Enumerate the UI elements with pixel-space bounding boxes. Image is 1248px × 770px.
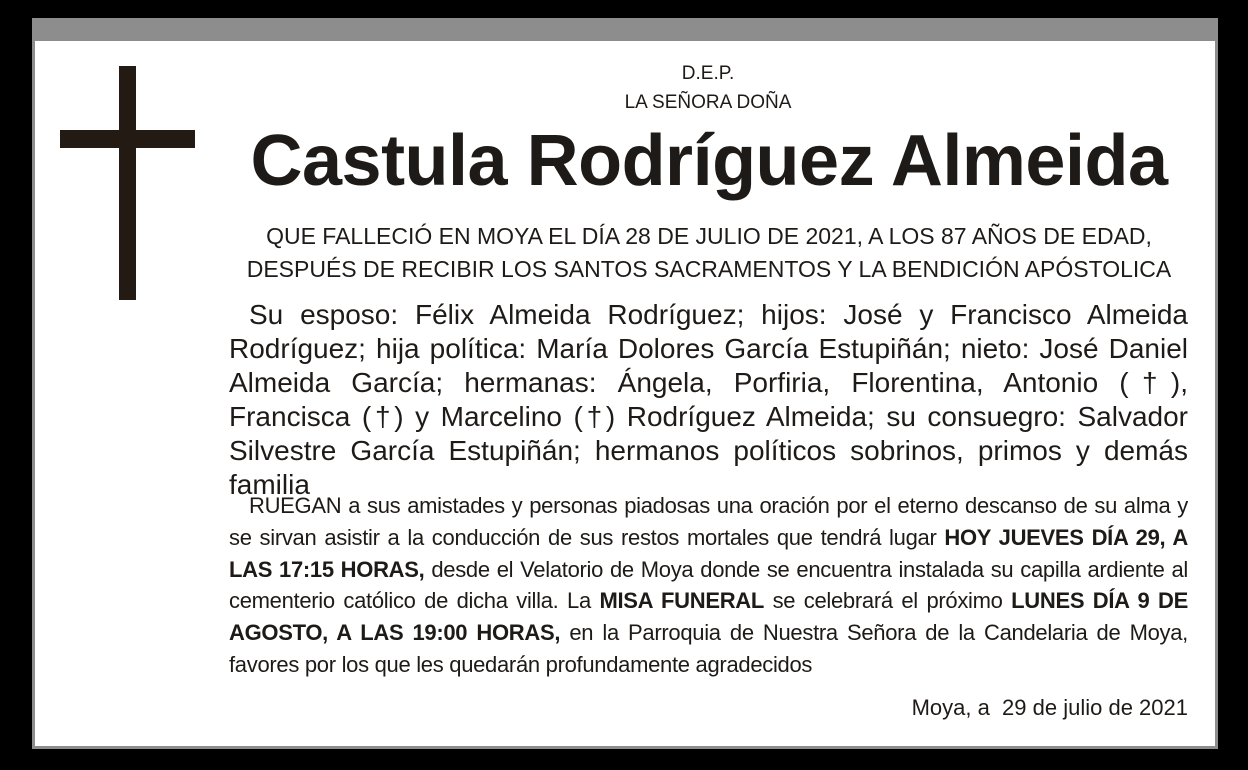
request-text-2: desde el Velatorio de Moya donde se encuentra instalada su capilla ardiente al cementerio católico de dicha villa. La [229,556,1188,614]
cross-icon-vertical [119,66,136,300]
request-bold-2: MISA FUNERAL [599,588,765,614]
deceased-name: Castula Rodríguez Almeida [250,121,1168,201]
cross-icon-horizontal [60,130,195,148]
request-text-1: RUEGAN a sus amistades y personas piadosas una oración por el eterno descanso de su alma y se sirvan asistir a la conducción de sus restos mortales que tendrá lugar [229,493,1188,550]
dep-heading: D.E.P. [681,63,735,84]
place-date: Moya, a 29 de julio de 2021 [911,695,1188,720]
request-paragraph [229,490,1188,681]
request-bold-3: LUNES DÍA 9 DE AGOSTO, A LAS 19:00 HORAS, [229,588,1188,646]
frame-top-bar [32,18,1218,41]
death-notice-line-1: QUE FALLECIÓ EN MOYA EL DÍA 28 DE JULIO DE 2021, A LOS 87 AÑOS DE EDAD, [266,223,1152,249]
family-paragraph: Su esposo: Félix Almeida Rodríguez; hijos: José y Francisco Almeida Rodríguez; hija política: María Dolores García Estupiñán; nieto: José Daniel Almeida García; hermanas: Ángela, Porfiria, Florentina, Antonio (†), Francisca (†) y Marcelino (†) Rodríguez Almeida; su consuegro: Salvador Silvestre García Estupiñán; hermanos políticos sobrinos, primos y demás familia [229,299,1188,500]
request-text-4: en la Parroquia de Nuestra Señora de la Candelaria de Moya, favores por los que les quedarán profundamente agradecidos [229,620,1188,677]
death-notice-line-2: DESPUÉS DE RECIBIR LOS SANTOS SACRAMENTOS Y LA BENDICIÓN APÓSTOLICA [246,256,1172,282]
honorific-heading: LA SEÑORA DOÑA [624,92,792,113]
request-bold-1: HOY JUEVES DÍA 29, A LAS 17:15 HORAS, [229,524,1188,582]
request-text-3: se celebrará el próximo [764,588,1012,614]
